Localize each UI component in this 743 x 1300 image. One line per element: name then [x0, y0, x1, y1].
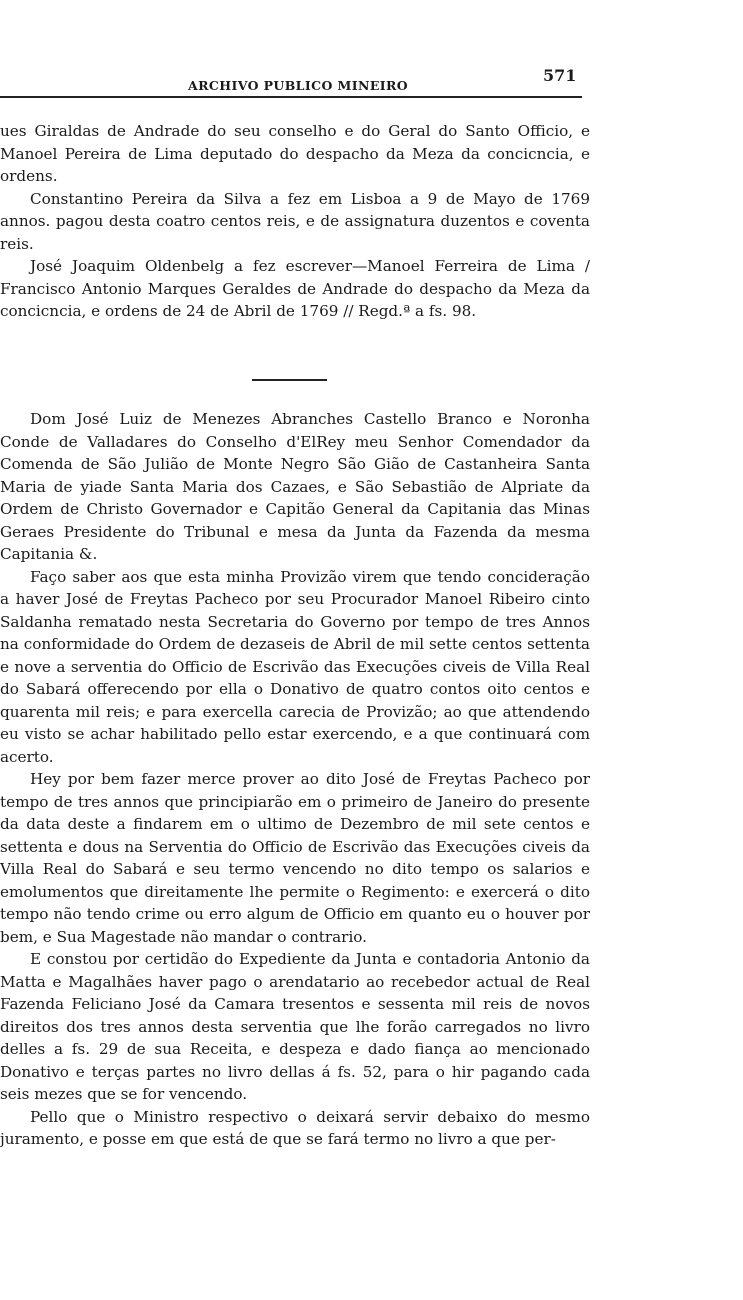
paragraph: Constantino Pereira da Silva a fez em Lisboa a 9 de Mayo de 1769 annos. pagou desta coatro centos reis, e de assignatura duzentos e coventa reis.	[0, 189, 590, 253]
paragraph: José Joaquim Oldenbelg a fez escrever—Manoel Ferreira de Lima / Francisco Antonio Marques Geraldes de Andrade do despacho da Meza da concicncia, e ordens de 24 de Abril de 1769 // Regd.ª a fs. 98.	[0, 257, 590, 320]
paragraph: ues Giraldas de Andrade do seu conselho e do Geral do Santo Officio, e Manoel Pereira de Lima deputado do despacho da Meza da concicncia, e ordens.	[0, 122, 590, 185]
section-provision	[0, 408, 590, 1151]
journal-title: ARCHIVO PUBLICO MINEIRO	[188, 78, 409, 93]
paragraph: Dom José Luiz de Menezes Abranches Castello Branco e Noronha Conde de Valladares do Conselho d'ElRey meu Senhor Comendador da Comenda de São Julião de Monte Negro São Gião de Castanheira Santa Maria de yiade Santa Maria dos Cazaes, e São Sebastião de Alpriate da Ordem de Christo Governador e Capitão General da Capitania das Minas Geraes Presidente do Tribunal e mesa da Junta da Fazenda da mesma Capitania &.	[0, 410, 590, 563]
section-separator	[252, 379, 327, 381]
paragraph: E constou por certidão do Expediente da Junta e contadoria Antonio da Matta e Magalhães haver pago o arendatario ao recebedor actual de Real Fazenda Feliciano José da Camara tresentos e sessenta mil reis de novos direitos dos tres annos desta serventia que lhe forão carregados no livro delles a fs. 29 de sua Receita, e despeza e dado fiança ao mencionado Donativo e terças partes no livro dellas á fs. 52, para o hir pagando cada seis mezes que se for vencendo.	[0, 950, 590, 1103]
section-continuation	[0, 120, 590, 323]
paragraph: Hey por bem fazer merce prover ao dito José de Freytas Pacheco por tempo de tres annos que principiarão em o primeiro de Janeiro do presente da data deste a findarem em o ultimo de Dezembro de mil sete centos e settenta e dous na Serventia do Officio de Escrivão das Execuções civeis da Villa Real do Sabará e seu termo vencendo no dito tempo os salarios e emolumentos que direitamente lhe permite o Regimento: e exercerá o dito tempo não tendo crime ou erro algum de Officio em quanto eu o houver por bem, e Sua Magestade não mandar o contrario.	[0, 770, 590, 946]
header-rule	[0, 96, 582, 98]
paragraph: Faço saber aos que esta minha Provizão virem que tendo concideração a haver José de Freytas Pacheco por seu Procurador Manoel Ribeiro cinto Saldanha rematado nesta Secretaria do Governo por tempo de tres Annos na conformidade do Ordem de dezaseis de Abril de mil sette centos settenta e nove a serventia do Officio de Escrivão das Execuções civeis de Villa Real do Sabará offerecendo por ella o Donativo de quatro contos oito centos e quarenta mil reis; e para exercella carecia de Provizão; ao que attendendo eu visto se achar habilitado pello estar exercendo, e a que continuará com acerto.	[0, 567, 590, 766]
page-number: 571	[543, 66, 577, 85]
running-head	[0, 62, 590, 98]
paragraph: Pello que o Ministro respectivo o deixará servir debaixo do mesmo juramento, e posse em que está de que se fará termo no livro a que per-	[0, 1107, 590, 1148]
